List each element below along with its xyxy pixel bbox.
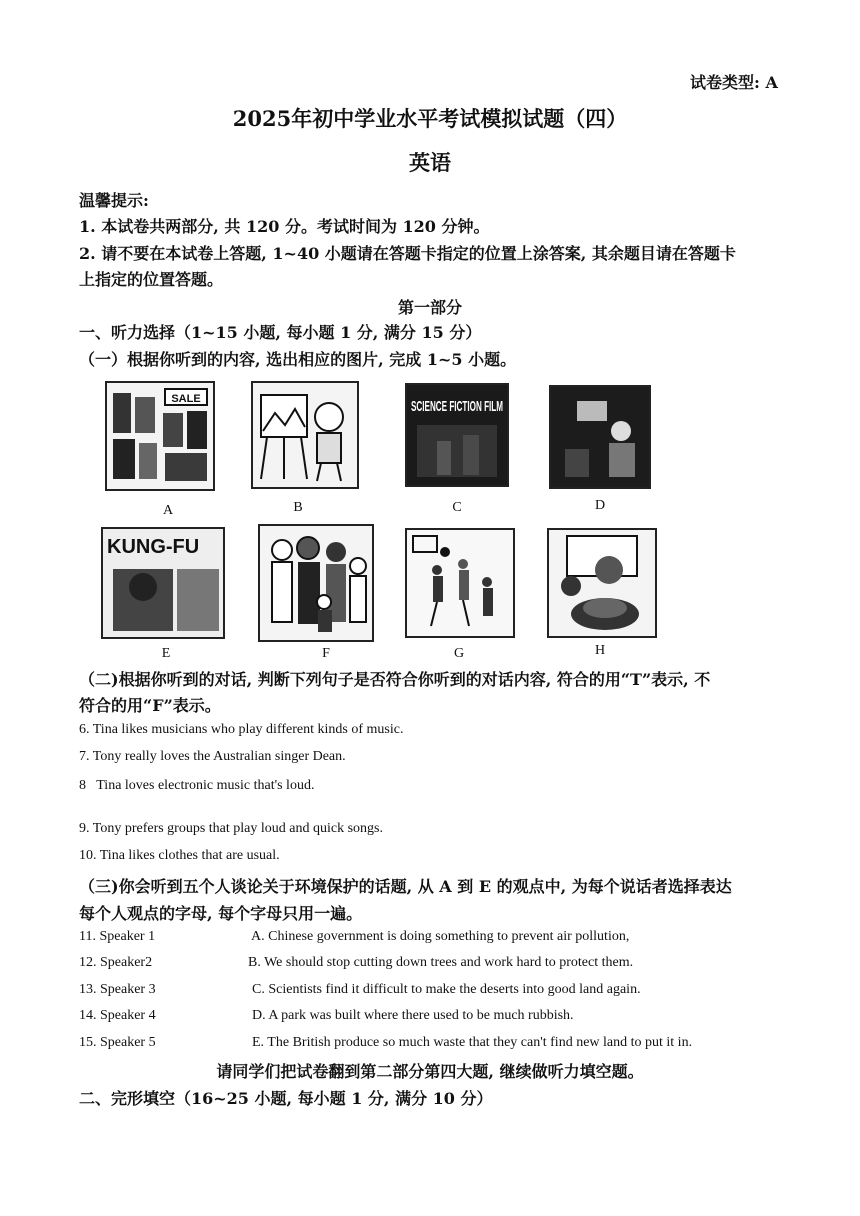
picture-label-d: D (594, 498, 606, 513)
exam-title: 2025年初中学业水平考试模拟试题（四） (232, 106, 628, 131)
section1-heading: 一、听力选择（1~15 小题, 每小题 1 分, 满分 15 分） (79, 323, 482, 342)
family-illustration (260, 526, 372, 640)
tf-item-6: 6. Tina likes musicians who play different kinds of music. (79, 722, 404, 737)
picture-label-h: H (594, 643, 606, 658)
speaker-15: 15. Speaker 5 (79, 1035, 156, 1050)
tips-line-1: 1. 本试卷共两部分, 共 120 分。考试时间为 120 分钟。 (79, 217, 490, 236)
speaker-11: 11. Speaker 1 (79, 929, 156, 944)
kungfu-poster (103, 529, 223, 637)
tips-line-2: 2. 请不要在本试卷上答题, 1~40 小题请在答题卡指定的位置上涂答案, 其余题目请在答题卡 (79, 244, 736, 263)
picture-label-g: G (453, 646, 465, 661)
section1-sub2-line1: （二)根据你听到的对话, 判断下列句子是否符合你听到的对话内容, 符合的用“T”表示, 不 (79, 670, 711, 689)
picture-a (105, 381, 215, 491)
picture-label-a: A (162, 503, 174, 518)
section2-heading: 二、完形填空（16~25 小题, 每小题 1 分, 满分 10 分） (79, 1089, 493, 1108)
picture-c (405, 383, 509, 487)
speaker-13: 13. Speaker 3 (79, 982, 156, 997)
picture-label-b: B (293, 500, 303, 515)
opinion-e: E. The British produce so much waste that they can't find new land to put it in. (252, 1035, 693, 1050)
subject-title: 英语 (409, 150, 451, 175)
picture-g (405, 528, 515, 638)
section1-sub2-line2: 符合的用“F”表示。 (79, 696, 221, 715)
section1-sub3-line1: （三)你会听到五个人谈论关于环境保护的话题, 从 A 到 E 的观点中, 为每个说话者选择表达 (79, 877, 732, 896)
tf-item-9: 9. Tony prefers groups that play loud and quick songs. (79, 821, 383, 836)
clothing-sale-illustration (107, 383, 213, 489)
picture-label-f: F (322, 646, 330, 661)
opinion-d: D. A park was built where there used to be much rubbish. (252, 1008, 574, 1023)
tf-item-10: 10. Tina likes clothes that are usual. (79, 848, 280, 863)
section1-sub1: （一）根据你听到的内容, 选出相应的图片, 完成 1~5 小题。 (79, 350, 517, 369)
picture-f (258, 524, 374, 642)
sale-sign: SALE (171, 393, 201, 405)
opinion-b: B. We should stop cutting down trees and work hard to protect them. (248, 955, 634, 970)
turn-page-note: 请同学们把试卷翻到第二部分第四大题, 继续做听力填空题。 (216, 1062, 644, 1081)
speaker-14: 14. Speaker 4 (79, 1008, 156, 1023)
basketball-illustration (407, 530, 513, 636)
tips-heading: 温馨提示: (79, 191, 149, 210)
science-fiction-poster (407, 385, 507, 485)
picture-h (547, 528, 657, 638)
speaker-12: 12. Speaker2 (79, 955, 153, 970)
tf-item-8: 8 Tina loves electronic music that's loud. (79, 778, 315, 793)
section1-sub3-line2: 每个人观点的字母, 每个字母只用一遍。 (79, 904, 363, 923)
painting-child-illustration (253, 383, 357, 487)
part-one-heading: 第一部分 (397, 298, 462, 317)
talk-show-illustration (551, 387, 649, 487)
opinion-c: C. Scientists find it difficult to make the deserts into good land again. (252, 982, 641, 997)
poster-title: KUNG-FU (107, 536, 200, 558)
picture-label-e: E (161, 646, 171, 661)
tf-item-7: 7. Tony really loves the Australian singer Dean. (79, 749, 346, 764)
picture-label-c: C (452, 500, 462, 515)
picture-e (101, 527, 225, 639)
poster-text: SCIENCE FICTION FILM (411, 398, 503, 415)
thanksgiving-dinner-illustration (549, 530, 655, 636)
paper-type: 试卷类型: A (690, 73, 778, 92)
tips-line-3: 上指定的位置答题。 (79, 270, 224, 289)
opinion-a: A. Chinese government is doing something to prevent air pollution, (251, 929, 630, 944)
picture-d (549, 385, 651, 489)
picture-b (251, 381, 359, 489)
